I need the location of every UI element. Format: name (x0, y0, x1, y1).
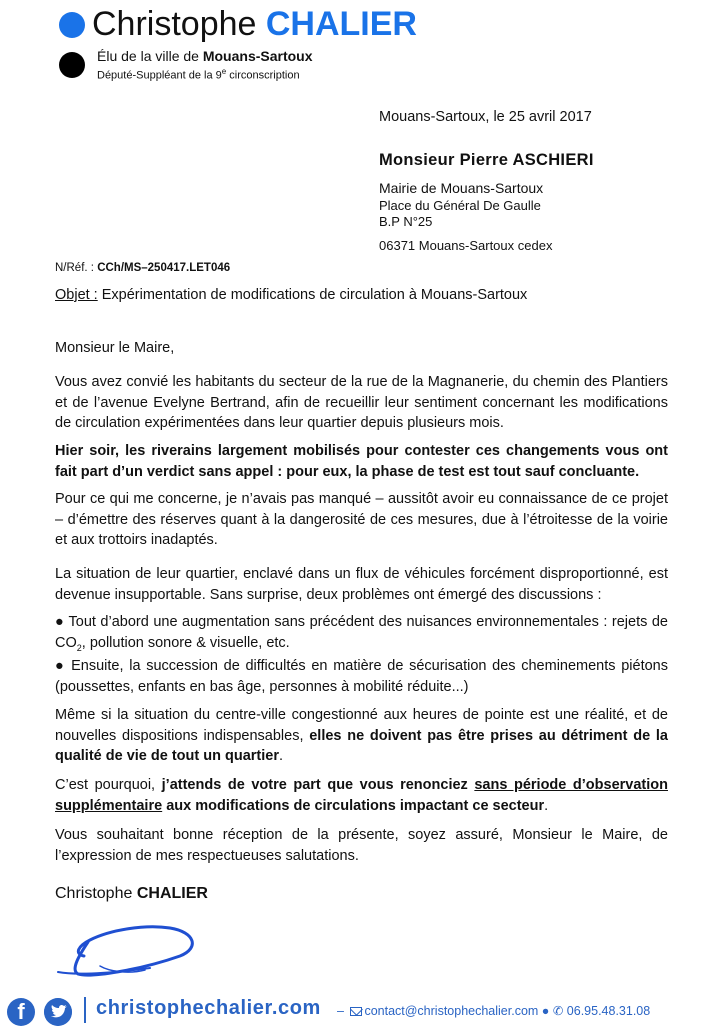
handwritten-signature (50, 912, 210, 992)
paragraph: C’est pourquoi, j’attends de votre part que vous renonciez sans période d’observation supplémentaire aux modifications de circulations impactant ce secteur. (55, 777, 668, 814)
salutation: Monsieur le Maire, (55, 340, 175, 356)
facebook-icon[interactable]: f (7, 998, 35, 1026)
recipient-address-line: B.P N°25 (379, 214, 433, 229)
black-bullet-icon (59, 52, 85, 78)
phone-icon: ✆ (552, 1004, 564, 1018)
reference: N/Réf. : CCh/MS–250417.LET046 (55, 262, 231, 274)
bullet-item: ● Tout d’abord une augmentation sans précédent des nuisances environnementales : rejets de $CO_2$, pollution sonore & visuelle, etc. (55, 614, 668, 653)
recipient-name: Monsieur Pierre ASCHIERI (379, 151, 594, 169)
object-line: Objet : Expérimentation de modifications de circulation à Mouans-Sartoux (55, 287, 528, 303)
mail-icon (350, 1007, 362, 1016)
email-link[interactable]: contact@christophechalier.com (364, 1004, 539, 1018)
author-name: Christophe CHALIER (92, 5, 417, 43)
recipient-address-line: Mairie de Mouans-Sartoux (379, 180, 544, 196)
phone-number[interactable]: 06.95.48.31.08 (566, 1004, 651, 1018)
elected-title: Élu de la ville de Mouans-Sartoux (97, 48, 313, 64)
bullet-item: ● Ensuite, la succession de difficultés en matière de sécurisation des cheminements piétons (poussettes, enfants en bas âge, personnes à mobilité réduite...) (55, 658, 668, 695)
paragraph: Même si la situation du centre-ville congestionné aux heures de pointe est une réalité, et de nouvelles dispositions indispensables, elles ne doivent pas être prises au détriment de la qualité de vie de tout un quartier. (55, 707, 668, 764)
footer-contact: – contact@christophechalier.com ● ✆ 06.95.48.31.08 (337, 1004, 651, 1018)
letter-date: Mouans-Sartoux, le 25 avril 2017 (379, 109, 592, 125)
blue-bullet-icon (59, 12, 85, 38)
signatory-name: Christophe CHALIER (55, 885, 208, 902)
closing-paragraph: Vous souhaitant bonne réception de la présente, soyez assuré, Monsieur le Maire, de l’expression de mes respectueuses salutations. (55, 827, 668, 864)
paragraph: Pour ce qui me concerne, je n’avais pas manqué – aussitôt avoir eu connaissance de ce projet – d’émettre des réserves quant à la dangerosité de ces mesures, due à l’étroitesse de la voirie et aux trottoirs inadaptés. (55, 491, 668, 548)
deputy-title: Député-Suppléant de la 9e circonscription (97, 67, 300, 82)
twitter-icon[interactable] (44, 998, 72, 1026)
paragraph-bold: Hier soir, les riverains largement mobilisés pour contester ces changements vous ont fait part d’un verdict sans appel : pour eux, la phase de test est tout sauf concluante. (55, 443, 668, 480)
paragraph: La situation de leur quartier, enclavé dans un flux de véhicules forcément disproportionné, est devenue insupportable. Sans surprise, deux problèmes ont émergé des discussions : (55, 566, 668, 603)
website-link[interactable]: christophechalier.com (96, 997, 321, 1019)
recipient-address-line: 06371 Mouans-Sartoux cedex (379, 238, 553, 253)
recipient-address-line: Place du Général De Gaulle (379, 198, 541, 213)
paragraph: Vous avez convié les habitants du secteur de la rue de la Magnanerie, du chemin des Plantiers et de l’avenue Evelyne Bertrand, afin de recueillir leur sentiment concernant les modifications de circulation expérimentées dans leur quartier depuis plusieurs mois. (55, 374, 668, 431)
footer (0, 992, 720, 1032)
footer-separator (84, 997, 86, 1023)
